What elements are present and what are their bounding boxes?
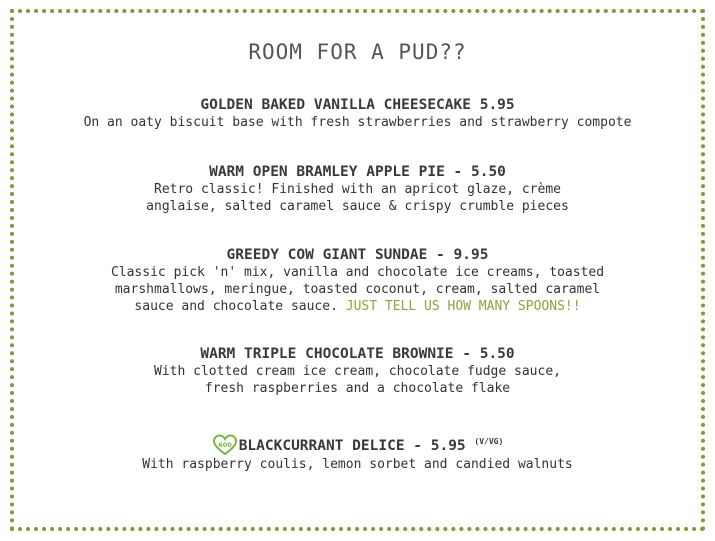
item-description: With raspberry coulis, lemon sorbet and candied walnuts xyxy=(142,456,573,472)
dietary-tag: (V/VG) xyxy=(474,437,504,446)
menu-item-blackcurrant-delice xyxy=(40,433,675,473)
item-description-line: anglaise, salted caramel sauce & crispy crumble pieces xyxy=(146,199,569,214)
item-description-line: Retro classic! Finished with an apricot glaze, crème xyxy=(154,182,561,197)
item-description-line xyxy=(40,298,675,315)
item-description-line: With clotted cream ice cream, chocolate fudge sauce, xyxy=(154,364,561,379)
item-description-line: Classic pick 'n' mix, vanilla and chocolate ice creams, toasted xyxy=(110,265,605,280)
item-name: GOLDEN BAKED VANILLA CHEESECAKE 5.95 xyxy=(200,97,515,113)
heart-badge-text: 600 xyxy=(217,440,232,449)
menu-title: ROOM FOR A PUD?? xyxy=(248,40,467,64)
item-name: WARM TRIPLE CHOCOLATE BROWNIE - 5.50 xyxy=(200,346,515,362)
heart-icon xyxy=(212,434,238,456)
menu-item-cheesecake xyxy=(40,97,675,131)
item-name-row xyxy=(40,433,675,456)
item-note: JUST TELL US HOW MANY SPOONS!! xyxy=(345,299,581,314)
menu-item-apple-pie xyxy=(40,164,675,215)
item-description-line: marshmallows, meringue, toasted coconut, cream, salted caramel xyxy=(114,282,601,297)
menu-item-sundae xyxy=(40,247,675,315)
item-description-line: fresh raspberries and a chocolate flake xyxy=(204,381,511,396)
item-description-text: sauce and chocolate sauce. xyxy=(134,299,338,314)
item-name: BLACKCURRANT DELICE - 5.95 xyxy=(238,437,466,454)
item-name: GREEDY COW GIANT SUNDAE - 9.95 xyxy=(226,247,489,263)
menu-item-brownie xyxy=(40,346,675,397)
item-name: WARM OPEN BRAMLEY APPLE PIE - 5.50 xyxy=(209,164,506,180)
item-description: On an oaty biscuit base with fresh strawberries and strawberry compote xyxy=(83,115,632,130)
